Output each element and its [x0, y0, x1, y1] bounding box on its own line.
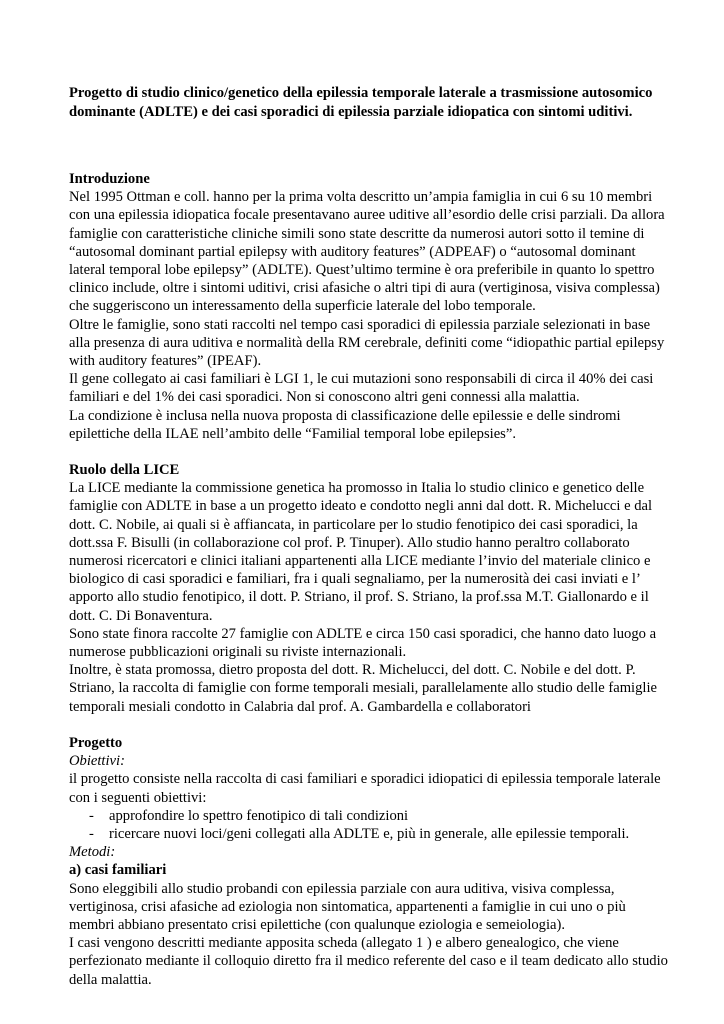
section-introduzione: [69, 170, 669, 443]
paragraph: Il gene collegato ai casi familiari è LGI 1, le cui mutazioni sono responsabili di circa il 40% dei casi familiari e del 1% dei casi sporadici. Non si conoscono altri geni connessi alla malattia.: [69, 371, 654, 406]
section-ruolo-lice: [69, 461, 669, 716]
heading-ruolo-lice: Ruolo della LICE: [69, 462, 180, 479]
paragraph: Inoltre, è stata promossa, dietro proposta del dott. R. Michelucci, del dott. C. Nobile e del dott. P. Striano, la raccolta di famiglie con forme temporali mesiali, parallelamente allo studio delle famiglie temporali mesiali condotto in Calabria dal prof. A. Gambardella e collaboratori: [69, 662, 657, 715]
paragraph: Nel 1995 Ottman e coll. hanno per la prima volta descritto un’ampia famiglia in cui 6 su 10 membri con una epilessia idiopatica focale presentavano auree uditive all’esordio delle crisi parziali. Da allora famiglie con caratteristiche cliniche simili sono state descritte da numerosi autori sotto il temine di “autosomal dominant partial epilepsy with auditory features” (ADPEAF) o “autosomal dominant lateral temporal lobe epilepsy” (ADLTE). Quest’ultimo termine è ora preferibile in quanto lo spettro clinico include, oltre i sintomi uditivi, crisi afasiche o altri tipi di aura (vertiginosa, visiva complessa) che suggeriscono un interessamento della superficie laterale del lobo temporale.: [69, 189, 665, 315]
paragraph: La condizione è inclusa nella nuova proposta di classificazione delle epilessie e delle sindromi epilettiche della ILAE nell’ambito delle “Familial temporal lobe epilepsies”.: [69, 407, 621, 442]
document-title: Progetto di studio clinico/genetico della epilessia temporale laterale a trasmissione autosomico dominante (ADLTE) e dei casi sporadici di epilessia parziale idiopatica con sintomi uditivi.: [69, 85, 653, 120]
paragraph: Sono eleggibili allo studio probandi con epilessia parziale con aura uditiva, visiva complessa, vertiginosa, crisi afasiche ad eziologia non sintomatica, appartenenti a famiglie in cui uno o più membri abbiano presentato crisi epilettiche (con qualunque eziologia e semeiologia).: [69, 880, 626, 933]
paragraph: Oltre le famiglie, sono stati raccolti nel tempo casi sporadici di epilessia parziale selezionati in base alla presenza di aura uditiva e normalità della RM cerebrale, definiti come “idiopathic partial epilepsy with auditory features” (IPEAF).: [69, 316, 665, 370]
obiettivi-list: [69, 807, 669, 843]
section-progetto: [69, 734, 669, 989]
subheading-obiettivi: Obiettivi:: [69, 753, 125, 770]
paragraph: I casi vengono descritti mediante apposita scheda (allegato 1 ) e albero genealogico, che viene perfezionato mediante il colloquio diretto fra il medico referente del caso e il team dedicato allo studio della malattia.: [69, 935, 668, 988]
paragraph: La LICE mediante la commissione genetica ha promosso in Italia lo studio clinico e genetico delle famiglie con ADLTE in base a un progetto ideato e condotto negli anni dal dott. R. Michelucci e dal dott. C. Nobile, ai quali si è affiancata, in particolare per lo studio fenotipico dei casi sporadici, la dott.ssa F. Bisulli (in collaborazione col prof. P. Tinuper). Allo studio hanno peraltro collaborato numerosi ricercatori e clinici italiani appartenenti alla LICE mediante l’invio del materiale clinico e biologico di casi sporadici e familiari, fra i quali segnaliamo, per la numerosità dei casi inviati e l’ apporto allo studio fenotipico, il dott. P. Striano, il prof. S. Striano, la prof.ssa M.T. Giallonardo e il dott. C. Di Bonaventura.: [69, 480, 653, 624]
paragraph: Sono state finora raccolte 27 famiglie con ADLTE e circa 150 casi sporadici, che hanno dato luogo a numerose pubblicazioni originali su riviste internazionali.: [69, 625, 657, 661]
heading-casi-familiari: a) casi familiari: [69, 862, 167, 879]
heading-progetto: Progetto: [69, 734, 123, 751]
paragraph: il progetto consiste nella raccolta di casi familiari e sporadici idiopatici di epilessia temporale laterale con i seguenti obiettivi:: [69, 771, 661, 806]
list-item: - ricercare nuovi loci/geni collegati alla ADLTE e, più in generale, alle epilessie temporali.: [69, 825, 669, 843]
subheading-metodi: Metodi:: [69, 844, 116, 861]
heading-introduzione: Introduzione: [69, 171, 150, 187]
list-item: - approfondire lo spettro fenotipico di tali condizioni: [69, 807, 669, 825]
document-body: [69, 170, 669, 989]
